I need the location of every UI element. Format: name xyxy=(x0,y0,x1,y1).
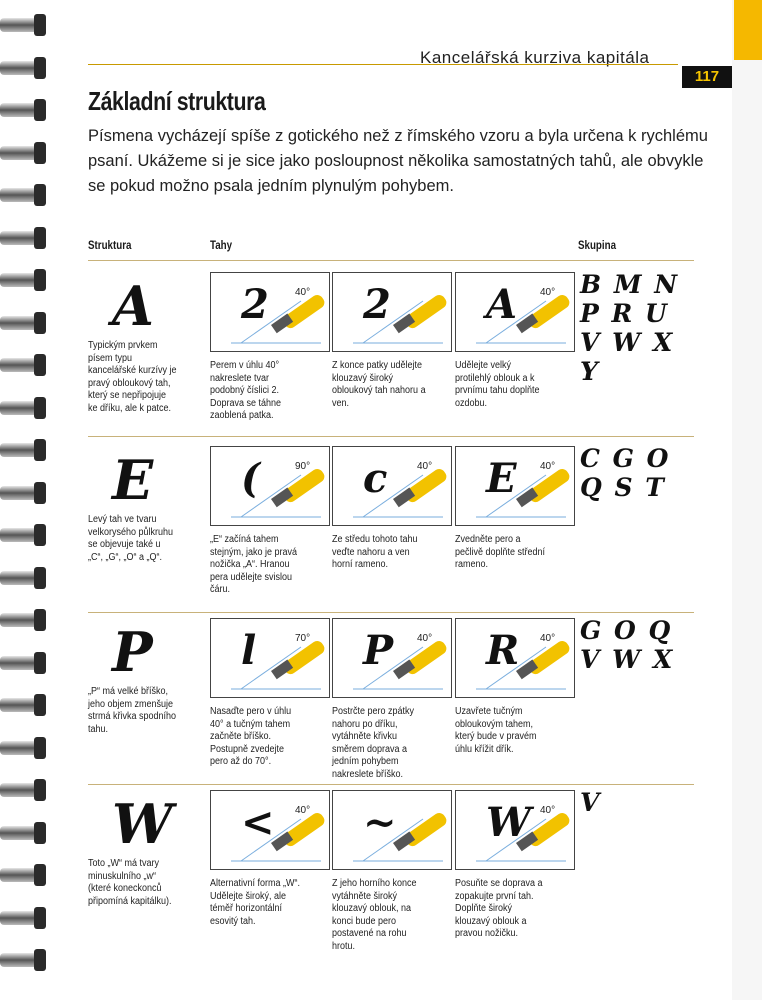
header-rule xyxy=(88,64,678,65)
column-header-tahy: Tahy xyxy=(210,240,233,252)
step-illustration xyxy=(332,618,452,698)
pen-angle-label: 40° xyxy=(295,805,311,816)
step-description: Udělejte velký protilehlý oblouk a k prvnímu tahu doplňte ozdobu. xyxy=(455,360,540,409)
pen-angle-diagram xyxy=(333,447,451,525)
binding-ring xyxy=(0,103,44,117)
pen-angle-label: 90° xyxy=(295,461,311,472)
table-rule xyxy=(88,612,694,613)
binding-ring xyxy=(0,656,44,670)
structure-letter: A xyxy=(112,274,154,338)
pen-angle-label: 40° xyxy=(540,287,556,298)
step-letterform: ( xyxy=(241,455,260,502)
step-description: Z jeho horního konce vytáhněte široký klouzavý oblouk, na konci bude pero postavené na rohu hrotu. xyxy=(332,878,417,952)
letter-group: G O Q V W X xyxy=(580,616,675,674)
running-head: Kancelářská kurziva kapitála xyxy=(420,48,650,67)
intro-paragraph: Písmena vycházejí spíše z gotického než z římského vzoru a byla určena k rychlému psaní. Ukážeme si je sice jako posloupnost několika samostatných tahů, ale obvykle se pokud možno psala jedním plynulým pohybem. xyxy=(88,127,708,195)
pen-angle-label: 40° xyxy=(540,633,556,644)
binding-ring xyxy=(0,273,44,287)
structure-letter: W xyxy=(112,792,173,856)
pen-angle-label: 40° xyxy=(295,287,311,298)
binding-ring xyxy=(0,146,44,160)
step-description: Zvedněte pero a pečlivě doplňte střední rameno. xyxy=(455,534,546,570)
step-illustration xyxy=(332,272,452,352)
binding-ring xyxy=(0,953,44,967)
letter-group: C G O Q S T xyxy=(580,444,671,502)
pen-angle-diagram xyxy=(333,273,451,351)
pen-angle-diagram xyxy=(211,447,329,525)
step-description: „E“ začíná tahem stejným, jako je pravá nožička „A“. Hranou pera udělejte svislou čáru. xyxy=(210,534,298,595)
table-rule xyxy=(88,436,694,437)
table-rule xyxy=(88,784,694,785)
binding-ring xyxy=(0,231,44,245)
step-letterform: E xyxy=(486,455,517,502)
step-letterform: c xyxy=(363,455,388,502)
binding-ring xyxy=(0,783,44,797)
structure-letter: P xyxy=(112,620,153,684)
step-letterform: R xyxy=(486,627,520,674)
pen-angle-diagram xyxy=(211,619,329,697)
structure-description: Typickým prvkem písem typu kancelářské kurzívy je pravý obloukový tah, který se nepřipojuje ke dříku, ale k patce. xyxy=(88,340,177,414)
step-illustration xyxy=(455,446,575,526)
binding-ring xyxy=(0,868,44,882)
page-number: 117 xyxy=(682,66,732,88)
step-letterform: ~ xyxy=(363,799,397,846)
step-illustration xyxy=(210,790,330,870)
pen-angle-label: 40° xyxy=(417,633,433,644)
step-illustration xyxy=(455,272,575,352)
step-letterform: 2 xyxy=(241,281,269,328)
step-illustration xyxy=(210,446,330,526)
table-rule xyxy=(88,260,694,261)
step-illustration xyxy=(210,272,330,352)
binding-ring xyxy=(0,571,44,585)
step-description: Posuňte se doprava a zopakujte první tah. Doplňte široký klouzavý oblouk a pravou nožičku. xyxy=(455,878,543,939)
structure-letter: E xyxy=(112,448,154,512)
step-letterform: l xyxy=(241,627,257,674)
step-description: Ze středu tohoto tahu veďte nahoru a ven horní rameno. xyxy=(332,534,418,570)
step-description: Z konce patky udělejte klouzavý široký obloukový tah nahoru a ven. xyxy=(332,360,426,409)
spiral-binding xyxy=(0,0,60,1000)
step-description: Nasaďte pero v úhlu 40° a tučným tahem začněte bříško. Postupně zvedejte pero až do 70°. xyxy=(210,706,292,767)
binding-ring xyxy=(0,188,44,202)
structure-description: Levý tah ve tvaru velkorysého půlkruhu se objevuje také u „C“, „G“, „O“ a „Q“. xyxy=(88,514,174,563)
column-header-skupina: Skupina xyxy=(578,240,617,252)
binding-ring xyxy=(0,18,44,32)
binding-ring xyxy=(0,443,44,457)
step-letterform: P xyxy=(363,627,394,674)
step-letterform: 2 xyxy=(363,281,391,328)
pen-angle-label: 40° xyxy=(540,461,556,472)
binding-ring xyxy=(0,741,44,755)
binding-ring xyxy=(0,698,44,712)
letter-group: B M N P R U V W X Y xyxy=(580,270,680,386)
step-illustration xyxy=(332,790,452,870)
step-illustration xyxy=(455,790,575,870)
pen-angle-diagram xyxy=(211,273,329,351)
binding-ring xyxy=(0,528,44,542)
column-header-struktura: Struktura xyxy=(88,240,132,252)
step-letterform: < xyxy=(241,799,275,846)
step-description: Alternativní forma „W“. Udělejte široký, ale téměř horizontální esovitý tah. xyxy=(210,878,301,927)
pen-angle-label: 40° xyxy=(417,461,433,472)
pen-angle-label: 40° xyxy=(540,805,556,816)
binding-ring xyxy=(0,911,44,925)
binding-ring xyxy=(0,61,44,75)
step-description: Postrčte pero zpátky nahoru po dříku, vytáhněte křivku směrem doprava a jedním pohybem nakreslete bříško. xyxy=(332,706,415,780)
structure-description: Toto „W“ má tvary minuskulního „w“ (které koneckonců připomíná kapitálku). xyxy=(88,858,172,907)
binding-ring xyxy=(0,316,44,330)
structure-description: „P“ má velké bříško, jeho objem zmenšuje strmá křivka spodního tahu. xyxy=(88,686,177,735)
page-edge xyxy=(732,0,762,1000)
step-illustration xyxy=(455,618,575,698)
binding-ring xyxy=(0,826,44,840)
step-description: Uzavřete tučným obloukovým tahem, který bude v pravém úhlu křížit dřík. xyxy=(455,706,537,755)
letter-group: V xyxy=(580,788,602,817)
binding-ring xyxy=(0,358,44,372)
binding-ring xyxy=(0,486,44,500)
step-letterform: W xyxy=(486,799,531,846)
page-title: Základní struktura xyxy=(88,86,266,116)
step-illustration xyxy=(210,618,330,698)
step-letterform: A xyxy=(486,281,518,328)
binding-ring xyxy=(0,613,44,627)
step-illustration xyxy=(332,446,452,526)
chapter-tab xyxy=(734,0,762,60)
pen-angle-label: 70° xyxy=(295,633,311,644)
binding-ring xyxy=(0,401,44,415)
step-description: Perem v úhlu 40° nakreslete tvar podobný číslici 2. Doprava se táhne zaoblená patka. xyxy=(210,360,282,421)
